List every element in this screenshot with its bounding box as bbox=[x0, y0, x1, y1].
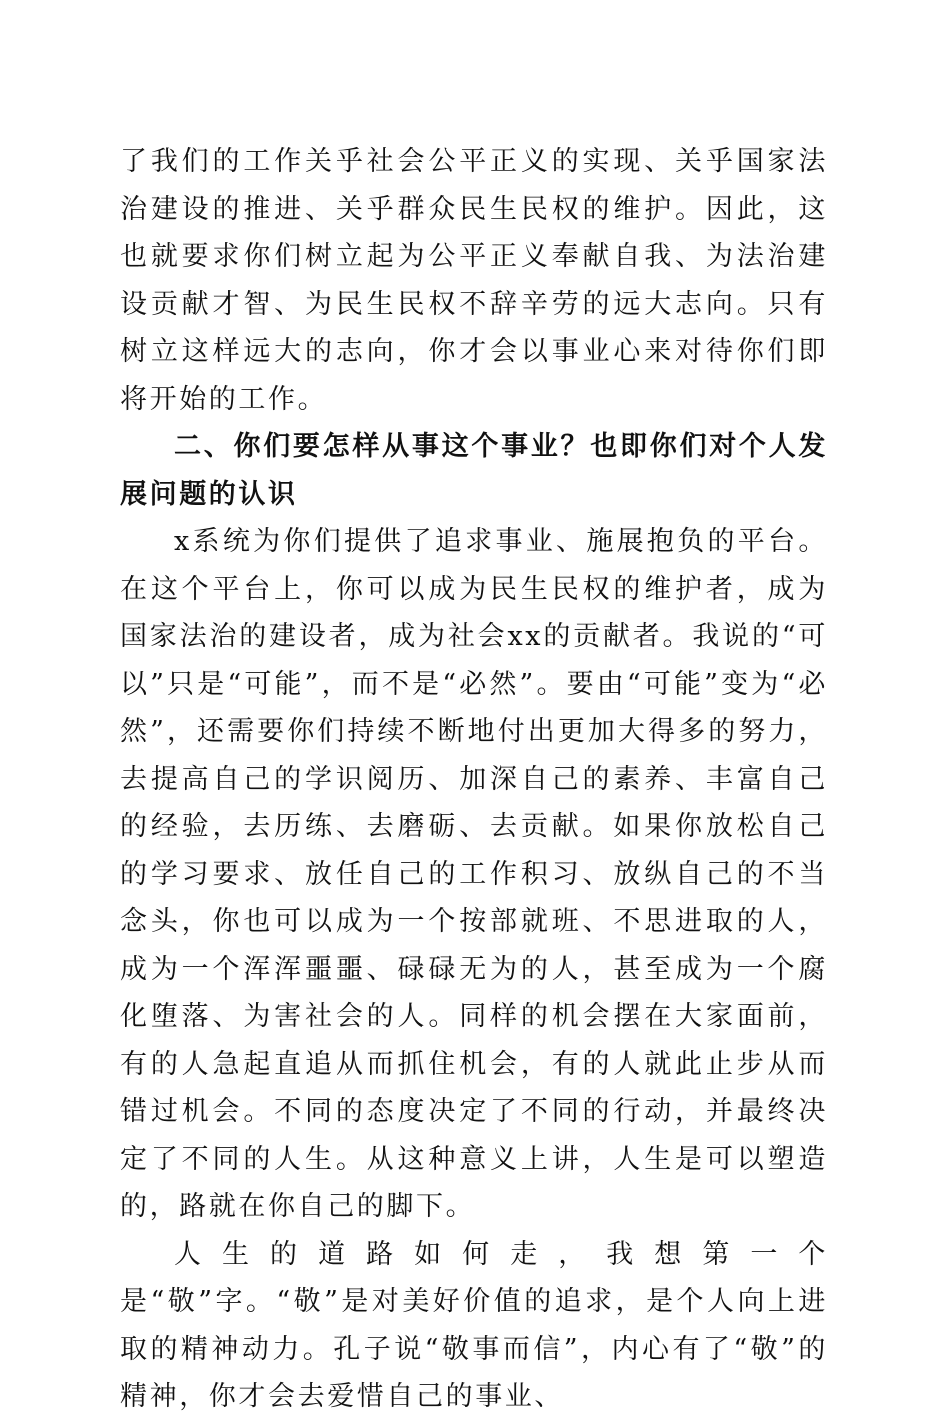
paragraph-platform: x系统为你们提供了追求事业、施展抱负的平台。在这个平台上，你可以成为民生民权的维护者，成为国家法治的建设者，成为社会xx的贡献者。我说的“可以”只是“可能”，而不是“必然”。要由“可能”变为“必然”，还需要你们持续不断地付出更加大得多的努力，去提高自己的学识阅历、加深自己的素养、丰富自己的经验，去历练、去磨砺、去贡献。如果你放松自己的学习要求、放任自己的工作积习、放纵自己的不当念头，你也可以成为一个按部就班、不思进取的人，成为一个浑浑噩噩、碌碌无为的人，甚至成为一个腐化堕落、为害社会的人。同样的机会摆在大家面前，有的人急起直追从而抓住机会，有的人就此止步从而错过机会。不同的态度决定了不同的行动，并最终决定了不同的人生。从这种意义上讲，人生是可以塑造的，路就在你自己的脚下。 bbox=[120, 526, 828, 1222]
document-body bbox=[120, 138, 828, 1421]
paragraph-continuation: 了我们的工作关乎社会公平正义的实现、关乎国家法治建设的推进、关乎群众民生民权的维护。因此，这也就要求你们树立起为公平正义奉献自我、为法治建设贡献才智、为民生民权不辞辛劳的远大志向。只有树立这样远大的志向，你才会以事业心来对待你们即将开始的工作。 bbox=[120, 146, 828, 415]
paragraph-respect: 人生的道路如何走，我想第一个是“敬”字。“敬”是对美好价值的追求，是个人向上进取的精神动力。孔子说“敬事而信”，内心有了“敬”的精神，你才会去爱惜自己的事业、 bbox=[120, 1238, 828, 1412]
section-heading-two: 二、你们要怎样从事这个事业？也即你们对个人发展问题的认识 bbox=[120, 431, 828, 510]
